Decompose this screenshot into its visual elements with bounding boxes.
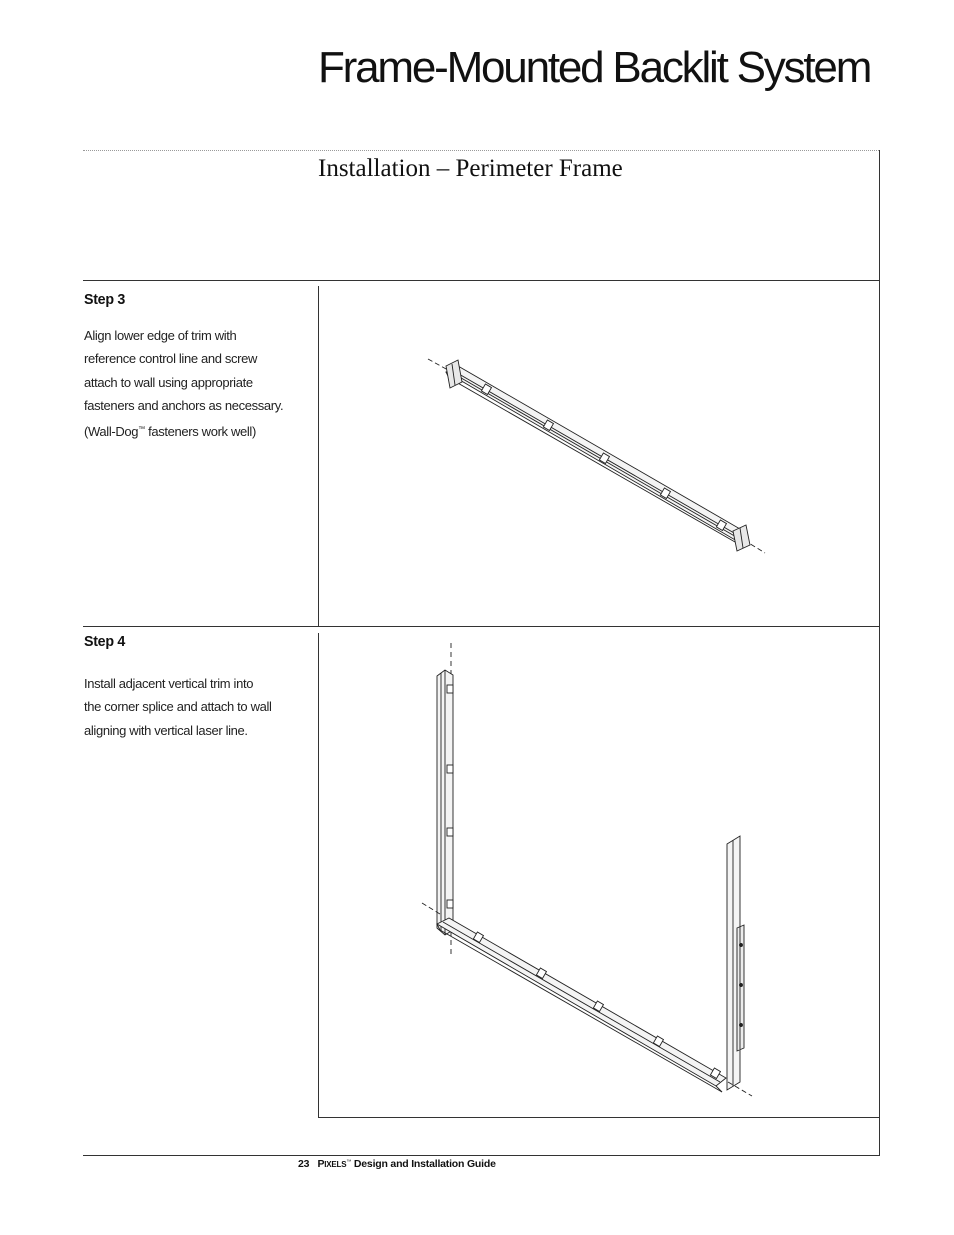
page-title: Frame-Mounted Backlit System — [318, 43, 871, 92]
footer-rule — [83, 1155, 879, 1156]
step-3-line: fasteners and anchors as necessary. — [84, 398, 284, 414]
page-number: 23 — [298, 1158, 310, 1170]
step-3-line: Align lower edge of trim with — [84, 328, 237, 343]
wall-dog-text: (Wall-Dog — [84, 423, 139, 439]
trademark-symbol: ™ — [346, 1159, 352, 1165]
guide-title: Design and Installation Guide — [353, 1158, 496, 1170]
step-3-line: attach to wall using appropriate — [84, 374, 253, 390]
trademark-symbol: ™ — [138, 425, 145, 433]
step-4-line: the corner splice and attach to wall — [84, 699, 272, 715]
step-4-heading: Step 4 — [84, 633, 126, 650]
brand-rest: IXELS — [324, 1160, 347, 1169]
page-footer — [298, 1158, 496, 1170]
fasteners-text: fasteners work well) — [148, 423, 256, 439]
step-3-heading: Step 3 — [84, 291, 126, 308]
brand-initial: P — [317, 1158, 325, 1170]
step-4-line: Install adjacent vertical trim into — [84, 676, 254, 691]
section-title: Installation – Perimeter Frame — [318, 155, 623, 182]
step-4-line: aligning with vertical laser line. — [84, 722, 248, 738]
step-3-line: reference control line and screw — [84, 351, 258, 367]
